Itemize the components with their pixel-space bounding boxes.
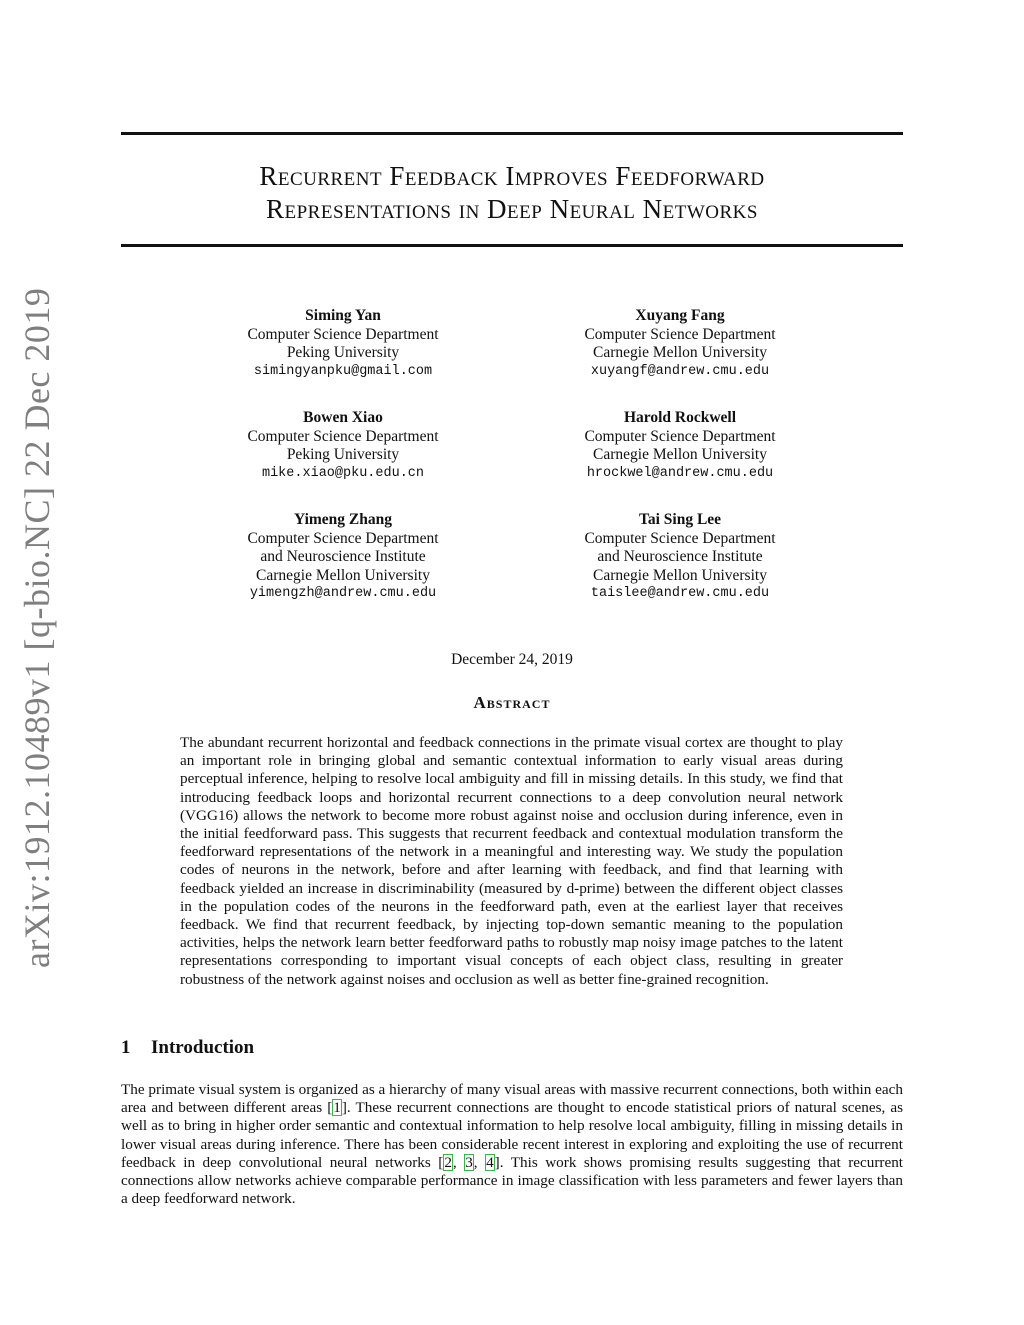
author-block — [530, 307, 830, 381]
author-affiliation: Carnegie Mellon University — [593, 344, 767, 361]
citation-link[interactable]: 1 — [333, 1099, 341, 1117]
author-name: Xuyang Fang — [635, 307, 725, 324]
author-affiliation: Carnegie Mellon University — [256, 566, 430, 584]
author-affiliation: Computer Science Department — [247, 427, 439, 445]
abstract-text: The abundant recurrent horizontal and feedback connections in the primate visual cortex are thought to play an important role in bringing global and semantic contextual information to early visual areas during perceptual inference, helping to resolve local ambiguity and fill in missing details. In this study, we find that introducing feedback loops and horizontal recurrent connections to a deep convolution neural network (VGG16) allows the network to become more robust against noise and occlusion during inference, even in the initial feedforward pass. This suggests that recurrent feedback and contextual modulation transform the feedforward representations of the network in a meaningful and interesting way. We study the population codes of neurons in the network, before and after learning with feedback, and find that learning with feedback yielded an increase in discriminability (measured by d-prime) between the different object classes in the population codes of the neurons in the feedforward path, even at the earliest layer that receives feedback. We find that recurrent feedback, by injecting top-down semantic meaning to the population activities, helps the network learn better feedforward paths to robustly map noisy image patches to the latent representations corresponding to important visual concepts of each object class, resulting in greater robustness of the network against noises and occlusion as well as better fine-grained recognition. — [180, 734, 843, 988]
author-affiliation: Computer Science Department — [584, 427, 776, 445]
author-block — [530, 409, 830, 483]
abstract-heading: Abstract — [473, 693, 551, 712]
author-name: Harold Rockwell — [623, 409, 737, 426]
author-block — [530, 511, 830, 604]
paper-title — [121, 160, 903, 226]
paper-date: December 24, 2019 — [451, 651, 573, 668]
author-affiliation: Computer Science Department — [584, 529, 776, 547]
citation-link[interactable]: 2 — [444, 1153, 452, 1171]
author-name: Bowen Xiao — [303, 409, 383, 426]
author-email[interactable]: simingyanpku@gmail.com — [253, 363, 433, 379]
author-email[interactable]: mike.xiao@pku.edu.cn — [261, 465, 425, 481]
author-affiliation: and Neuroscience Institute — [597, 548, 763, 565]
author-name: Yimeng Zhang — [293, 511, 393, 528]
author-email[interactable]: taislee@andrew.cmu.edu — [590, 586, 770, 601]
arxiv-sidebar-id: arXiv:1912.10489v1 [q-bio.NC] 22 Dec 2019 — [17, 287, 57, 968]
author-email[interactable]: xuyangf@andrew.cmu.edu — [590, 363, 770, 379]
title-bottom-rule — [121, 244, 903, 247]
author-email[interactable]: yimengzh@andrew.cmu.edu — [249, 586, 437, 601]
citation-separator: , — [473, 1153, 486, 1171]
citation-separator: , — [452, 1153, 465, 1171]
section-number: 1 — [121, 1037, 131, 1058]
citation-link[interactable]: 3 — [465, 1153, 473, 1171]
intro-text: The primate visual system is organized as a hierarchy of many visual areas with massive recurrent connections, both within each area and between different areas [ — [121, 1081, 903, 1117]
author-affiliation: and Neuroscience Institute — [260, 548, 426, 565]
section-heading — [121, 1037, 254, 1059]
author-block — [193, 409, 493, 483]
intro-paragraph — [121, 1081, 903, 1208]
author-affiliation: Peking University — [286, 344, 400, 361]
citation-link[interactable]: 4 — [486, 1153, 494, 1171]
title-top-rule — [121, 132, 903, 135]
intro-text: ]. These recurrent connections are thought to encode statistical priors of natural scenes, as well as to bring in higher order semantic and contextual information to help resolve local ambiguity, filling in missing details in lower visual areas during inference. There has been considerable recent interest in exploring and exploiting the use of recurrent feedback in deep convolutional neural networks [ — [121, 1099, 904, 1171]
author-affiliation: Computer Science Department — [247, 529, 439, 547]
author-affiliation: Carnegie Mellon University — [593, 446, 767, 463]
author-block — [193, 307, 493, 381]
author-affiliation: Computer Science Department — [247, 325, 439, 343]
author-name: Siming Yan — [305, 307, 381, 324]
author-affiliation: Peking University — [286, 446, 400, 463]
title-line-2: Representations in Deep Neural Networks — [266, 194, 758, 224]
title-line-1: Recurrent Feedback Improves Feedforward — [259, 161, 765, 191]
author-name: Tai Sing Lee — [638, 511, 722, 528]
section-title: Introduction — [151, 1037, 255, 1058]
author-affiliation: Carnegie Mellon University — [593, 566, 767, 584]
author-block — [193, 511, 493, 604]
author-affiliation: Computer Science Department — [584, 325, 776, 343]
author-email[interactable]: hrockwel@andrew.cmu.edu — [586, 465, 774, 481]
intro-text: ]. This work shows promising results suggesting that recurrent connections allow networks achieve comparable performance in image classification with less parameters and fewer layers than a deep feedforward network. — [121, 1153, 904, 1208]
